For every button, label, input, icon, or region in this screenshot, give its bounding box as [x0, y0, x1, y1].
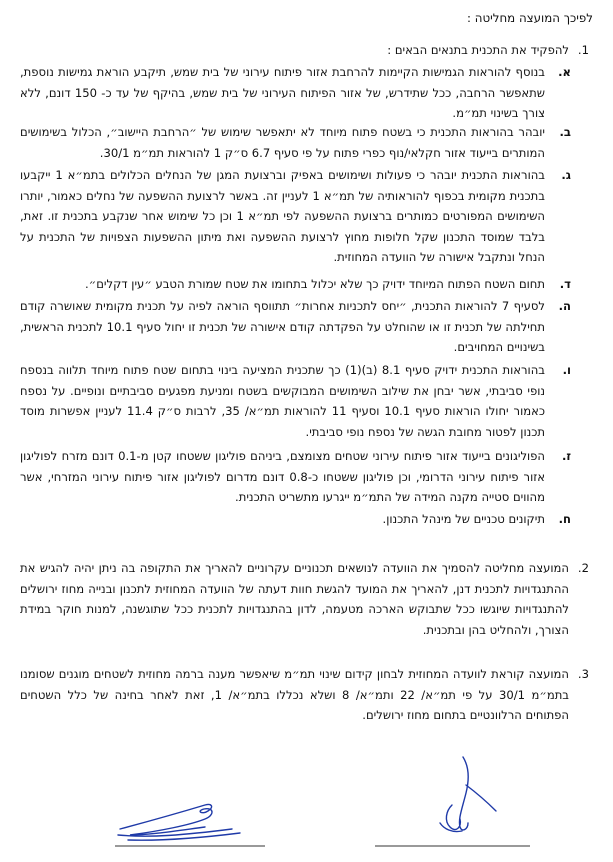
list-item [20, 509, 593, 530]
item-text: בנוסף להוראות הגמישות הקיימות להרחבת אזור פיתוח עירוני של בית שמש, תיקבע הוראת גמישות נוספת, שתאפשר הרחבה, ככל שתידרש, של אזור הפיתוח העירוני של בית שמש, בהיקף של עד כ- 150 דונם, ללא צורך בשינוי תמ״מ. [20, 65, 545, 120]
list-item [20, 296, 593, 358]
section-heading: להפקיד את התכנית בתנאים הבאים : [387, 43, 569, 57]
list-item [20, 122, 593, 163]
item-text: לסעיף 7 להוראות התכנית, ״יחס לתכניות אחרות״ תתווסף הוראה לפיה על תכנית מקומית שאושרה קודם תחילתה של תכנית זו או שהוחלט על הפקדתה קודם אישורה של תכנית זו יחול סעיף 10.1 לתכנית הראשית, בשינויים המחויבים. [20, 299, 545, 354]
list-item [20, 165, 593, 268]
item-letter: א. [558, 65, 571, 79]
item-letter: ז. [561, 449, 571, 463]
item-text: הפוליגונים בייעוד אזור פיתוח עירוני שטחים מצומצם, ביניהם פוליגון ששטחו קטן מ-0.1 דונם מזרח לפוליגון אזור פיתוח עירוני הדרומי, וכן פוליגון ששטחו כ-0.8 דונם מדרום לפוליגון אזור פיתוח עירוני המזרחי, אשר מהווים סטייה מקנה המידה של התמ״מ ייגרעו מתשריט התכנית. [20, 449, 546, 504]
section-number: 3. [577, 667, 589, 681]
item-letter: ה. [558, 299, 571, 313]
item-text: יובהר בהוראות התכנית כי בשטח פתוח מיוחד לא יתאפשר שימוש של ״הרחבת היישוב״, הכלול בשימושים המותרים בייעוד אזור חקלאי/נוף כפרי פתוח על פי סעיף 6.7 ס״ק 1 להוראות תמ״מ 30/1. [20, 125, 545, 160]
item-letter: ד. [559, 277, 571, 291]
list-item [20, 62, 593, 124]
section-3 [20, 664, 593, 726]
signatures-svg [0, 745, 613, 855]
item-letter: ו. [562, 363, 571, 377]
section-1 [20, 40, 593, 61]
item-text: תחום השטח הפתוח המיוחד ידויק כך שלא יכלול בתחומו את שטח שמורת הטבע ״עין דקלים״. [85, 277, 545, 291]
list-item [20, 274, 593, 295]
item-letter: ב. [559, 125, 571, 139]
section-2 [20, 558, 593, 640]
intro-line: לפיכך המועצה מחליטה : [467, 11, 593, 25]
section-number: 1. [577, 43, 589, 57]
list-item [20, 360, 593, 442]
item-letter: ג. [561, 168, 571, 182]
item-text: בהוראות התכנית יובהר כי פעולות ושימושים באפיק וברצועת המגן של הנחלים הכלולים בתמ״א 1 ייקבעו בתכנית מקומית בכפוף להוראותיה של תמ״א 1 לעניין זה. באשר לרצועת ההשפעה של נחלים כאמור, יותרו השימושים המפורטים כמותרים ברצועת ההשפעה לפי תמ״א 1 וכן כל שימוש אחר שנקבע בתכנית זו. זאת, בלבד שמוסד התכנון שקל חלופות מחוץ לרצועת ההשפעה ואת מיתון ההשפעות הצפויות של התכנית על הנחל ונתקבל אישורה של הוועדה המחוזית. [20, 168, 545, 264]
section-body: המועצה קוראת לוועדה המחוזית לבחון קידום שינוי תמ״מ שיאפשר מענה ברמה מחוזית לשטחים מוגנים שסומנו בתמ״מ 30/1 על פי תמ״א/ 22 ותמ״א/ 8 ושלא נכללו בתמ״א/ 1, זאת לאחר בחינה של כלל השטחים הפתוחים הרלוונטיים בתחום מחוז ירושלים. [20, 667, 570, 722]
section-body: המועצה מחליטה להסמיך את הוועדה לנושאים תכנוניים עקרוניים להאריך את התקופה בה ניתן יהיה להגיש את ההתנגדויות לתכנית דנן, להאריך את המועד להגשת חוות דעתה של הוועדה המחוזית לתכנון ובנייה מחוז ירושלים להתנגדויות שיוגשו ככל שתבוקש הארכה מטעמה, לדון בהתנגדויות לתכנית ככל שתוגשנה, למנות חוקר במידת הצורך, ולהחליט בהן ובתכנית. [20, 561, 569, 637]
list-item [20, 446, 593, 508]
left-signature [118, 804, 240, 840]
right-signature [440, 757, 496, 832]
item-text: תיקונים טכניים של מינהל התכנון. [382, 512, 545, 526]
section-number: 2. [577, 561, 589, 575]
signatures-area [0, 745, 613, 855]
item-text: בהוראות התכנית ידויק סעיף 8.1 (ב)(1) כך שתכנית המציעה בינוי בתחום שטח פתוח מיוחד תלווה בנספח נופי סביבתי, אשר יבחן את שילוב השימושים המבוקשים בשטח ומניעת מפגעים סביבתיים ונופיים. על נספח כאמור יחולו הוראות סעיף 10.1 וסעיף 11 להוראות תמ״א/ 35, לרבות ס״ק 11.4 לעניין אפשרות מוסד תכנון לפטור מחובת הגשה של נספח נופי סביבתי. [20, 363, 545, 439]
item-letter: ח. [558, 512, 571, 526]
